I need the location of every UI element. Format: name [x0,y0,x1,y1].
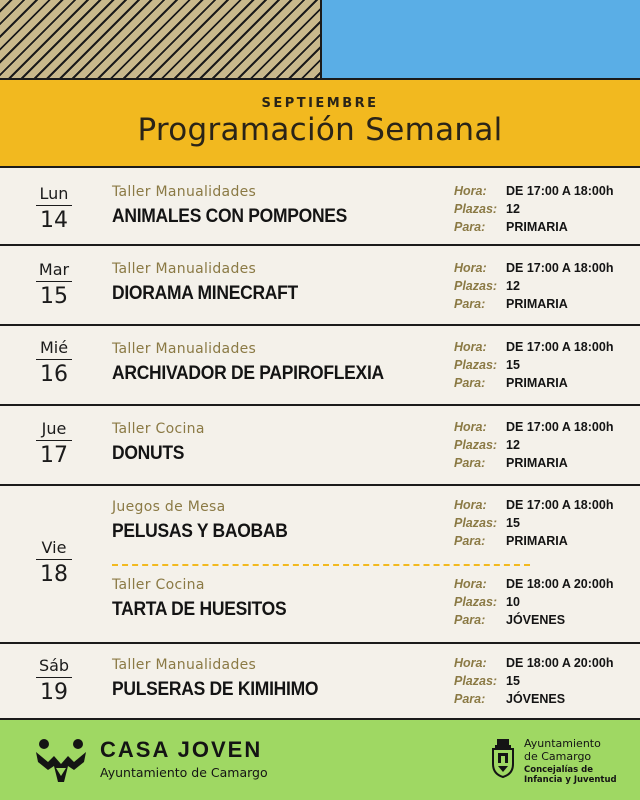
activity-info [454,654,634,708]
hora-value: DE 17:00 A 18:00h [506,498,614,512]
plazas-value: 15 [506,674,520,688]
para-value: JÓVENES [506,613,566,627]
activity-title: DIORAMA MINECRAFT [112,283,298,304]
plazas-label: Plazas: [454,674,498,688]
day-name: Vie [36,538,72,560]
activity-info [454,496,634,550]
day-row-jue [0,408,640,486]
para-label: Para: [454,456,486,470]
day-row-lun [0,168,640,246]
coat-of-arms-icon [490,738,516,778]
plazas-label: Plazas: [454,358,498,372]
day-name: Mar [36,260,72,282]
hora-label: Hora: [454,498,487,512]
day-badge [22,184,86,233]
header-banner [0,80,640,168]
activity [112,499,442,543]
para-label: Para: [454,220,486,234]
top-decor-band [0,0,640,80]
activity-title: ANIMALES CON POMPONES [112,206,348,227]
hora-value: DE 17:00 A 18:00h [506,340,614,354]
plazas-label: Plazas: [454,438,498,452]
day-name: Lun [36,184,72,206]
day-number: 14 [40,208,68,233]
plazas-label: Plazas: [454,516,498,530]
activity-category: Taller Manualidades [112,184,257,200]
activity-info [454,338,634,392]
para-label: Para: [454,376,486,390]
day-badge [22,538,86,587]
activity-title: PULSERAS DE KIMIHIMO [112,679,319,700]
day-row-mar [0,248,640,326]
day-badge [22,419,86,468]
striped-pattern [0,0,320,78]
day-badge [22,260,86,309]
hora-value: DE 18:00 A 20:00h [506,656,614,670]
activity-category: Taller Cocina [112,421,205,437]
activity-title: DONUTS [112,443,185,464]
people-hands-up-icon [34,736,88,784]
activity-category: Taller Manualidades [112,341,257,357]
brand-subtitle: Ayuntamiento de Camargo [100,765,268,780]
activity-info [454,575,634,629]
hora-label: Hora: [454,261,487,275]
activity [112,657,442,701]
hora-value: DE 18:00 A 20:00h [506,577,614,591]
activity [112,577,442,621]
day-number: 15 [40,284,68,309]
ayuntamiento-line2: de Camargo [524,750,592,763]
hora-label: Hora: [454,340,487,354]
hora-label: Hora: [454,184,487,198]
activity-separator [112,564,530,566]
plazas-label: Plazas: [454,202,498,216]
para-label: Para: [454,534,486,548]
hora-value: DE 17:00 A 18:00h [506,261,614,275]
activity-category: Juegos de Mesa [112,499,226,515]
plazas-label: Plazas: [454,595,498,609]
para-value: PRIMARIA [506,376,568,390]
day-badge [22,338,86,387]
day-number: 19 [40,680,68,705]
day-number: 17 [40,443,68,468]
activity-title: PELUSAS Y BAOBAB [112,521,288,542]
para-value: PRIMARIA [506,297,568,311]
para-value: JÓVENES [506,692,566,706]
blue-block [320,0,640,78]
hora-value: DE 17:00 A 18:00h [506,184,614,198]
day-number: 16 [40,362,68,387]
hora-label: Hora: [454,577,487,591]
activity-category: Taller Cocina [112,577,205,593]
hora-label: Hora: [454,656,487,670]
hora-value: DE 17:00 A 18:00h [506,420,614,434]
concejalias-line1: Concejalías de [524,765,594,775]
activity [112,261,442,305]
activity-title: ARCHIVADOR DE PAPIROFLEXIA [112,363,384,384]
plazas-value: 15 [506,358,520,372]
activity-category: Taller Manualidades [112,261,257,277]
plazas-value: 12 [506,438,520,452]
day-badge [22,656,86,705]
plazas-value: 12 [506,202,520,216]
para-value: PRIMARIA [506,534,568,548]
plazas-value: 12 [506,279,520,293]
activity-info [454,259,634,313]
para-value: PRIMARIA [506,220,568,234]
plazas-value: 10 [506,595,520,609]
hora-label: Hora: [454,420,487,434]
plazas-label: Plazas: [454,279,498,293]
para-label: Para: [454,613,486,627]
plazas-value: 15 [506,516,520,530]
para-value: PRIMARIA [506,456,568,470]
day-row-vie [0,488,640,644]
day-row-mie [0,328,640,406]
activity-info [454,182,634,236]
ayuntamiento-line1: Ayuntamiento [524,737,601,750]
activity-category: Taller Manualidades [112,657,257,673]
day-name: Mié [36,338,72,360]
activity [112,421,442,465]
activity [112,341,442,385]
day-row-sab [0,646,640,720]
para-label: Para: [454,297,486,311]
brand-name: CASA JOVEN [100,737,263,762]
month-label: SEPTIEMBRE [261,96,379,111]
day-number: 18 [40,562,68,587]
day-name: Jue [36,419,72,441]
page-title: Programación Semanal [137,112,503,148]
day-name: Sáb [36,656,72,678]
para-label: Para: [454,692,486,706]
concejalias-line2: Infancia y Juventud [524,775,617,785]
activity-info [454,418,634,472]
activity-title: TARTA DE HUESITOS [112,599,287,620]
activity [112,184,442,228]
